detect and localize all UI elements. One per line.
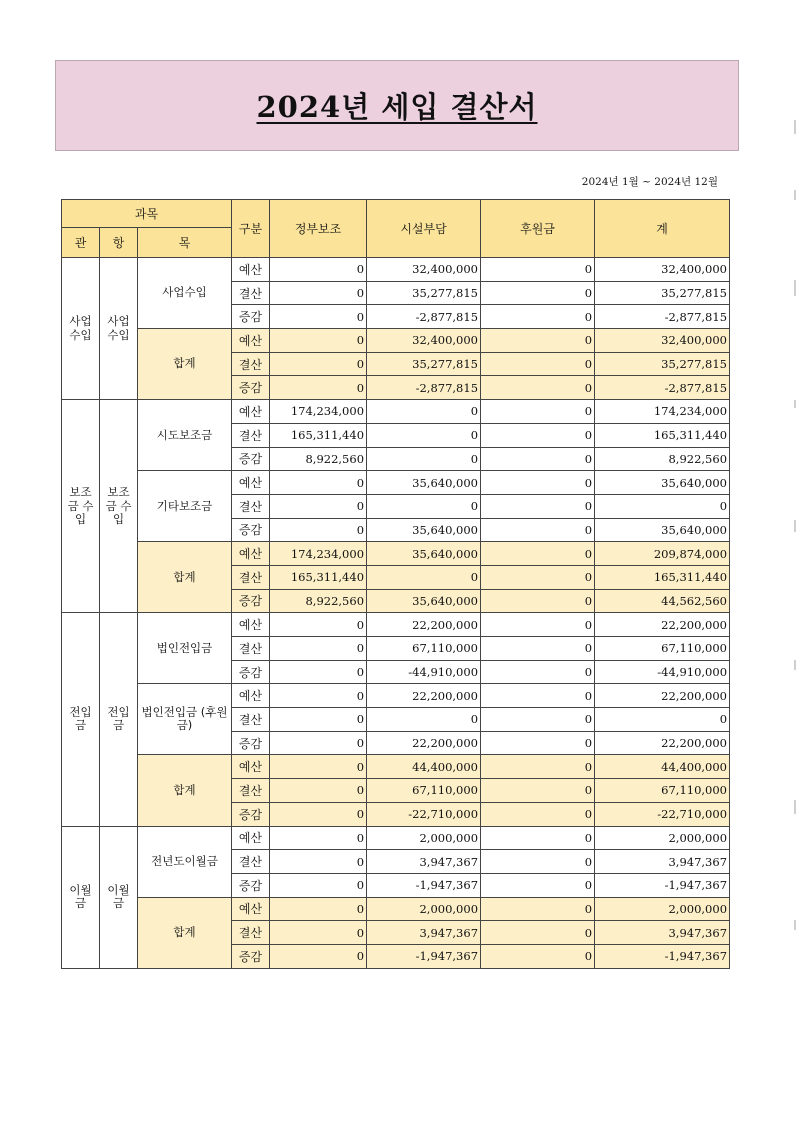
value-donation: 0: [481, 305, 595, 329]
value-donation: 0: [481, 873, 595, 897]
value-facility-burden: -22,710,000: [367, 802, 481, 826]
table-row: [62, 613, 730, 637]
value-gov-subsidy: 0: [270, 258, 367, 282]
value-facility-burden: 35,640,000: [367, 471, 481, 495]
value-donation: 0: [481, 352, 595, 376]
value-total: -1,947,367: [595, 944, 730, 968]
value-gov-subsidy: 0: [270, 518, 367, 542]
gubun-cell: 증감: [232, 518, 270, 542]
value-donation: 0: [481, 400, 595, 424]
value-facility-burden: 22,200,000: [367, 731, 481, 755]
value-facility-burden: 35,640,000: [367, 518, 481, 542]
value-facility-burden: 67,110,000: [367, 779, 481, 803]
header-mok: 목: [138, 228, 232, 258]
value-donation: 0: [481, 376, 595, 400]
value-donation: 0: [481, 258, 595, 282]
value-total: 67,110,000: [595, 637, 730, 661]
value-total: 35,640,000: [595, 471, 730, 495]
mok-cell: 법인전입금 (후원금): [138, 684, 232, 755]
value-donation: 0: [481, 471, 595, 495]
header-gwan: 관: [62, 228, 100, 258]
gubun-cell: 예산: [232, 826, 270, 850]
gubun-cell: 예산: [232, 258, 270, 282]
value-total: 8,922,560: [595, 447, 730, 471]
header-col-gov-subsidy: 정부보조: [270, 200, 367, 258]
value-facility-burden: -2,877,815: [367, 376, 481, 400]
value-gov-subsidy: 0: [270, 850, 367, 874]
value-gov-subsidy: 0: [270, 376, 367, 400]
value-donation: 0: [481, 779, 595, 803]
table-row: [62, 258, 730, 282]
gubun-cell: 예산: [232, 471, 270, 495]
value-total: 0: [595, 708, 730, 732]
value-donation: 0: [481, 684, 595, 708]
gubun-cell: 결산: [232, 352, 270, 376]
mok-cell: 전년도이월금: [138, 826, 232, 897]
value-total: 209,874,000: [595, 542, 730, 566]
value-gov-subsidy: 0: [270, 826, 367, 850]
value-facility-burden: 35,277,815: [367, 281, 481, 305]
value-gov-subsidy: 0: [270, 779, 367, 803]
value-donation: 0: [481, 613, 595, 637]
mok-cell: 법인전입금: [138, 613, 232, 684]
mok-total-cell: 합계: [138, 755, 232, 826]
mok-cell: 시도보조금: [138, 400, 232, 471]
value-donation: 0: [481, 329, 595, 353]
value-facility-burden: 3,947,367: [367, 921, 481, 945]
value-gov-subsidy: 0: [270, 471, 367, 495]
value-facility-burden: 22,200,000: [367, 613, 481, 637]
value-facility-burden: 35,640,000: [367, 542, 481, 566]
value-gov-subsidy: 165,311,440: [270, 423, 367, 447]
value-facility-burden: 44,400,000: [367, 755, 481, 779]
value-donation: 0: [481, 731, 595, 755]
value-facility-burden: 0: [367, 565, 481, 589]
value-gov-subsidy: 8,922,560: [270, 589, 367, 613]
table-row: [62, 400, 730, 424]
value-gov-subsidy: 0: [270, 708, 367, 732]
value-gov-subsidy: 174,234,000: [270, 400, 367, 424]
value-total: -2,877,815: [595, 376, 730, 400]
value-total: 22,200,000: [595, 684, 730, 708]
page-title: 2024년 세입 결산서: [256, 90, 538, 124]
value-facility-burden: 22,200,000: [367, 684, 481, 708]
value-facility-burden: 35,277,815: [367, 352, 481, 376]
mok-cell: 기타보조금: [138, 471, 232, 542]
mok-cell: 사업수입: [138, 258, 232, 329]
value-total: 3,947,367: [595, 921, 730, 945]
gubun-cell: 결산: [232, 708, 270, 732]
value-facility-burden: 35,640,000: [367, 589, 481, 613]
gubun-cell: 결산: [232, 779, 270, 803]
value-donation: 0: [481, 897, 595, 921]
value-facility-burden: 0: [367, 423, 481, 447]
hang-cell: 이월금: [100, 826, 138, 968]
table-row: [62, 897, 730, 921]
gubun-cell: 결산: [232, 850, 270, 874]
value-gov-subsidy: 174,234,000: [270, 542, 367, 566]
value-facility-burden: -1,947,367: [367, 873, 481, 897]
value-facility-burden: 2,000,000: [367, 897, 481, 921]
table-row: [62, 471, 730, 495]
value-donation: 0: [481, 542, 595, 566]
gubun-cell: 예산: [232, 613, 270, 637]
value-gov-subsidy: 8,922,560: [270, 447, 367, 471]
value-donation: 0: [481, 518, 595, 542]
value-total: 35,640,000: [595, 518, 730, 542]
value-donation: 0: [481, 565, 595, 589]
header-col-facility-burden: 시설부담: [367, 200, 481, 258]
value-total: 32,400,000: [595, 329, 730, 353]
value-total: 0: [595, 494, 730, 518]
table-row: [62, 684, 730, 708]
value-facility-burden: 0: [367, 708, 481, 732]
value-total: 35,277,815: [595, 281, 730, 305]
value-total: 32,400,000: [595, 258, 730, 282]
value-donation: 0: [481, 802, 595, 826]
value-total: 67,110,000: [595, 779, 730, 803]
value-gov-subsidy: 0: [270, 329, 367, 353]
gubun-cell: 증감: [232, 873, 270, 897]
value-donation: 0: [481, 494, 595, 518]
value-gov-subsidy: 0: [270, 305, 367, 329]
value-gov-subsidy: 165,311,440: [270, 565, 367, 589]
value-donation: 0: [481, 850, 595, 874]
value-donation: 0: [481, 944, 595, 968]
value-gov-subsidy: 0: [270, 352, 367, 376]
gubun-cell: 예산: [232, 542, 270, 566]
table-row: [62, 542, 730, 566]
value-facility-burden: -2,877,815: [367, 305, 481, 329]
value-total: -22,710,000: [595, 802, 730, 826]
value-gov-subsidy: 0: [270, 494, 367, 518]
value-total: 2,000,000: [595, 897, 730, 921]
gubun-cell: 예산: [232, 897, 270, 921]
value-donation: 0: [481, 708, 595, 732]
value-total: 174,234,000: [595, 400, 730, 424]
gubun-cell: 증감: [232, 802, 270, 826]
value-total: 165,311,440: [595, 423, 730, 447]
value-gov-subsidy: 0: [270, 660, 367, 684]
value-gov-subsidy: 0: [270, 731, 367, 755]
value-gov-subsidy: 0: [270, 944, 367, 968]
value-total: 22,200,000: [595, 613, 730, 637]
mok-total-cell: 합계: [138, 897, 232, 968]
value-donation: 0: [481, 826, 595, 850]
gubun-cell: 예산: [232, 755, 270, 779]
gubun-cell: 예산: [232, 684, 270, 708]
mok-total-cell: 합계: [138, 542, 232, 613]
value-facility-burden: -1,947,367: [367, 944, 481, 968]
gubun-cell: 결산: [232, 637, 270, 661]
gwan-cell: 이월금: [62, 826, 100, 968]
gubun-cell: 결산: [232, 921, 270, 945]
gubun-cell: 결산: [232, 423, 270, 447]
gwan-cell: 전입금: [62, 613, 100, 826]
value-total: -44,910,000: [595, 660, 730, 684]
value-facility-burden: 32,400,000: [367, 329, 481, 353]
gubun-cell: 증감: [232, 660, 270, 684]
value-donation: 0: [481, 447, 595, 471]
page-edge-artifact: [790, 100, 800, 1000]
value-donation: 0: [481, 755, 595, 779]
hang-cell: 사업 수입: [100, 258, 138, 400]
value-total: 44,400,000: [595, 755, 730, 779]
value-donation: 0: [481, 423, 595, 447]
value-gov-subsidy: 0: [270, 755, 367, 779]
gubun-cell: 예산: [232, 400, 270, 424]
value-donation: 0: [481, 281, 595, 305]
value-total: 2,000,000: [595, 826, 730, 850]
gubun-cell: 결산: [232, 565, 270, 589]
gubun-cell: 결산: [232, 494, 270, 518]
mok-total-cell: 합계: [138, 329, 232, 400]
gubun-cell: 증감: [232, 376, 270, 400]
value-total: 35,277,815: [595, 352, 730, 376]
gubun-cell: 예산: [232, 329, 270, 353]
value-total: 3,947,367: [595, 850, 730, 874]
gubun-cell: 증감: [232, 305, 270, 329]
value-gov-subsidy: 0: [270, 684, 367, 708]
gubun-cell: 증감: [232, 731, 270, 755]
value-donation: 0: [481, 921, 595, 945]
value-donation: 0: [481, 660, 595, 684]
value-facility-burden: 0: [367, 494, 481, 518]
value-facility-burden: 67,110,000: [367, 637, 481, 661]
gwan-cell: 사업 수입: [62, 258, 100, 400]
table-row: [62, 826, 730, 850]
value-total: 22,200,000: [595, 731, 730, 755]
gubun-cell: 증감: [232, 447, 270, 471]
value-donation: 0: [481, 637, 595, 661]
value-facility-burden: 0: [367, 447, 481, 471]
gubun-cell: 결산: [232, 281, 270, 305]
value-total: 165,311,440: [595, 565, 730, 589]
value-gov-subsidy: 0: [270, 802, 367, 826]
header-col-donation: 후원금: [481, 200, 595, 258]
gwan-cell: 보조금 수입: [62, 400, 100, 613]
value-total: -2,877,815: [595, 305, 730, 329]
value-gov-subsidy: 0: [270, 637, 367, 661]
value-gov-subsidy: 0: [270, 281, 367, 305]
value-gov-subsidy: 0: [270, 921, 367, 945]
table-row: [62, 329, 730, 353]
title-banner: [55, 60, 739, 151]
value-facility-burden: 2,000,000: [367, 826, 481, 850]
value-gov-subsidy: 0: [270, 873, 367, 897]
value-total: -1,947,367: [595, 873, 730, 897]
value-gov-subsidy: 0: [270, 897, 367, 921]
value-facility-burden: 32,400,000: [367, 258, 481, 282]
header-col-total: 계: [595, 200, 730, 258]
hang-cell: 전입금: [100, 613, 138, 826]
gubun-cell: 증감: [232, 589, 270, 613]
value-donation: 0: [481, 589, 595, 613]
value-gov-subsidy: 0: [270, 613, 367, 637]
header-gubun: 구분: [232, 200, 270, 258]
header-hang: 항: [100, 228, 138, 258]
value-facility-burden: 3,947,367: [367, 850, 481, 874]
fiscal-period: 2024년 1월 ~ 2024년 12월: [581, 176, 718, 188]
value-facility-burden: 0: [367, 400, 481, 424]
header-gwamok: 과목: [62, 200, 232, 228]
gubun-cell: 증감: [232, 944, 270, 968]
value-facility-burden: -44,910,000: [367, 660, 481, 684]
value-total: 44,562,560: [595, 589, 730, 613]
revenue-settlement-table: [61, 199, 730, 969]
hang-cell: 보조금 수입: [100, 400, 138, 613]
table-row: [62, 755, 730, 779]
